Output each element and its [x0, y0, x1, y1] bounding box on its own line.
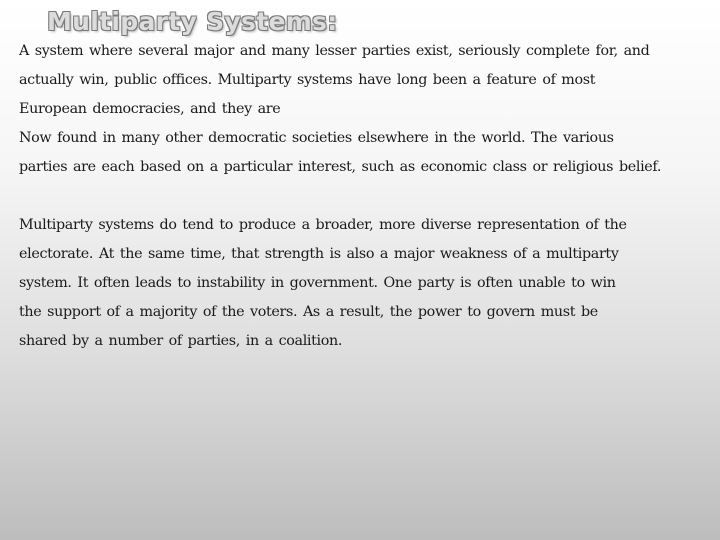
text-line: A system where several major and many lesser parties exist, seriously complete for, and [19, 43, 650, 59]
paragraph-2 [19, 211, 709, 356]
text-line: actually win, public offices. Multiparty systems have long been a feature of most [19, 72, 596, 88]
text-line: European democracies, and they are [19, 101, 281, 117]
slide-body [19, 37, 709, 356]
text-line: the support of a majority of the voters. As a result, the power to govern must be [19, 304, 598, 320]
text-line: shared by a number of parties, in a coalition. [19, 333, 343, 349]
paragraph-gap [19, 182, 709, 211]
text-line: Now found in many other democratic societies elsewhere in the world. The various [19, 130, 614, 146]
slide-title: Multiparty Systems: [47, 7, 338, 36]
paragraph-1 [19, 37, 709, 182]
text-line: Multiparty systems do tend to produce a broader, more diverse representation of the [19, 217, 627, 233]
text-line: parties are each based on a particular interest, such as economic class or religious belief. [19, 159, 662, 175]
text-line: system. It often leads to instability in government. One party is often unable to win [19, 275, 616, 291]
text-line: electorate. At the same time, that strength is also a major weakness of a multiparty [19, 246, 619, 262]
